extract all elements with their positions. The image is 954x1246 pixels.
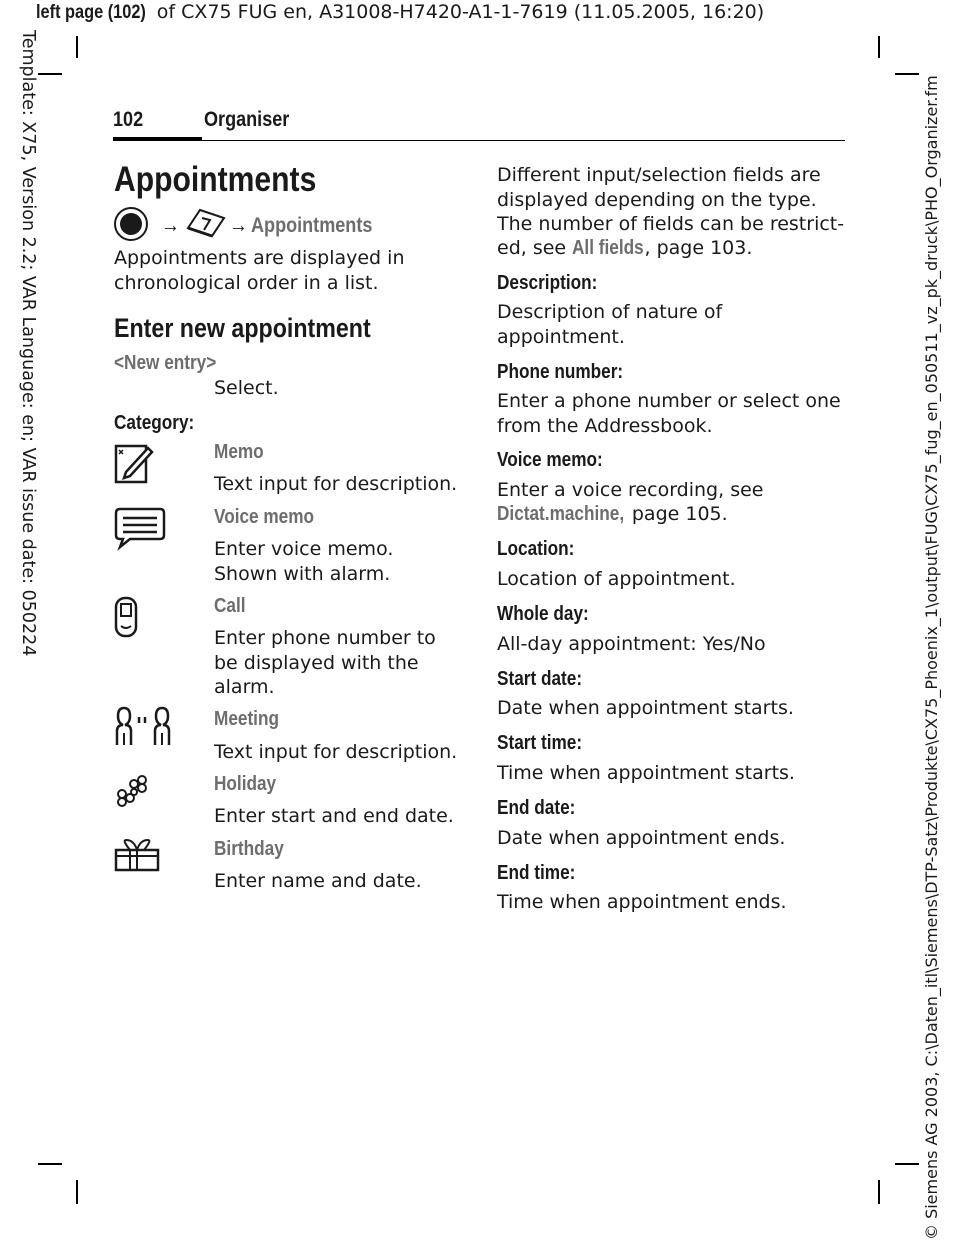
- gift-icon: [114, 838, 162, 874]
- category-name-birthday: Birthday: [214, 838, 284, 860]
- right-margin-text: © Siemens AG 2003, C:\Daten_itl\Siemens\DTP-Satz\Produkte\CX75_Phoenix_1\output\FUG\CX75_fug_en_050511_vz_pk_druck\PHO_Organizer.fm: [922, 75, 941, 1240]
- field-label: Whole day:: [497, 603, 589, 625]
- section-name: Organiser: [204, 108, 290, 131]
- field-text: Enter a voice recording, see: [497, 479, 764, 501]
- left-margin-text: Template: X75, Version 2.2; VAR Language: en; VAR issue date: 050224: [18, 30, 38, 657]
- intro-line: Appointments are displayed in: [114, 247, 405, 269]
- field-text: appointment.: [497, 325, 625, 348]
- new-entry-label: <New entry>: [114, 352, 217, 374]
- field-label: Start date:: [497, 668, 583, 690]
- right-intro-pre: ed, see: [497, 237, 573, 259]
- memo-icon: [114, 442, 154, 486]
- category-label: Category:: [114, 412, 195, 434]
- nav-arrow: →: [229, 212, 248, 237]
- category-text: Enter start and end date.: [214, 805, 454, 827]
- subheading: Enter new appointment: [114, 313, 371, 343]
- category-name-voice-memo: Voice memo: [214, 506, 315, 528]
- field-text: [497, 502, 728, 527]
- crop-mark: [895, 1163, 919, 1165]
- nav-arrow: →: [161, 212, 180, 237]
- right-margin-note: [918, 30, 942, 1240]
- field-text: Enter a phone number or select one: [497, 390, 841, 412]
- field-label: Location:: [497, 538, 575, 560]
- category-text: Shown with alarm.: [214, 562, 391, 585]
- page-title: Appointments: [114, 160, 317, 199]
- organiser-icon: [184, 206, 228, 240]
- dictat-machine-link[interactable]: Dictat.machine,: [497, 503, 625, 525]
- category-text: Text input for description.: [214, 741, 458, 763]
- field-label: End time:: [497, 862, 576, 884]
- field-label: End date:: [497, 797, 576, 819]
- crop-mark: [878, 36, 880, 58]
- right-intro-line: [497, 236, 752, 261]
- field-label: Voice memo:: [497, 449, 603, 471]
- field-label: Description:: [497, 272, 598, 294]
- category-text: alarm.: [214, 676, 275, 698]
- field-label: Start time:: [497, 732, 583, 754]
- category-name-meeting: Meeting: [214, 708, 279, 730]
- left-margin-note: [8, 30, 38, 710]
- field-label: Phone number:: [497, 361, 624, 383]
- field-text: Date when appointment starts.: [497, 697, 794, 719]
- right-intro-line: The number of fields can be restrict-: [497, 213, 845, 235]
- crop-mark: [38, 1163, 62, 1165]
- field-text: Description of nature of: [497, 301, 723, 323]
- page-number: 102: [113, 108, 144, 131]
- crop-mark: [878, 1180, 880, 1204]
- category-name-call: Call: [214, 595, 246, 617]
- meeting-icon: [113, 705, 175, 749]
- crop-mark: [895, 73, 919, 75]
- right-intro-line: Different input/selection fields are: [497, 164, 821, 186]
- field-text: Time when appointment starts.: [497, 762, 795, 784]
- category-text: Enter name and date.: [214, 870, 422, 892]
- field-text: Location of appointment.: [497, 568, 736, 590]
- intro-line: chronological order in a list.: [114, 271, 379, 294]
- voice-memo-icon: [114, 507, 168, 551]
- nav-path: [114, 206, 414, 242]
- field-text: Time when appointment ends.: [497, 891, 787, 913]
- category-name-holiday: Holiday: [214, 773, 277, 795]
- nav-target: Appointments: [251, 214, 373, 237]
- phone-icon: [113, 596, 141, 640]
- holiday-icon: [114, 772, 154, 812]
- right-intro-line: displayed depending on the type.: [497, 188, 817, 211]
- category-text: be displayed with the: [214, 651, 419, 674]
- field-text: from the Addressbook.: [497, 414, 713, 437]
- menu-key-icon: [114, 207, 150, 243]
- category-text: Enter voice memo.: [214, 538, 394, 560]
- head-rule-thin: [113, 140, 845, 141]
- crop-mark: [38, 73, 62, 75]
- field-text: Date when appointment ends.: [497, 827, 786, 849]
- new-entry-text: Select.: [214, 377, 279, 399]
- category-text: Text input for description.: [214, 473, 458, 495]
- crop-mark: [76, 36, 78, 58]
- print-header-rest: of CX75 FUG en, A31008-H7420-A1-1-7619 (11.05.2005, 16:20): [150, 1, 765, 23]
- category-text: Enter phone number to: [214, 627, 436, 649]
- crop-mark: [76, 1180, 78, 1204]
- print-header: [36, 0, 764, 25]
- print-header-bold: left page (102): [36, 2, 146, 23]
- field-text: All-day appointment: Yes/No: [497, 633, 766, 655]
- field-link-post: page 105.: [625, 503, 728, 525]
- right-intro-post: , page 103.: [644, 237, 753, 259]
- category-name-memo: Memo: [214, 441, 264, 463]
- all-fields-link[interactable]: All fields: [572, 237, 644, 259]
